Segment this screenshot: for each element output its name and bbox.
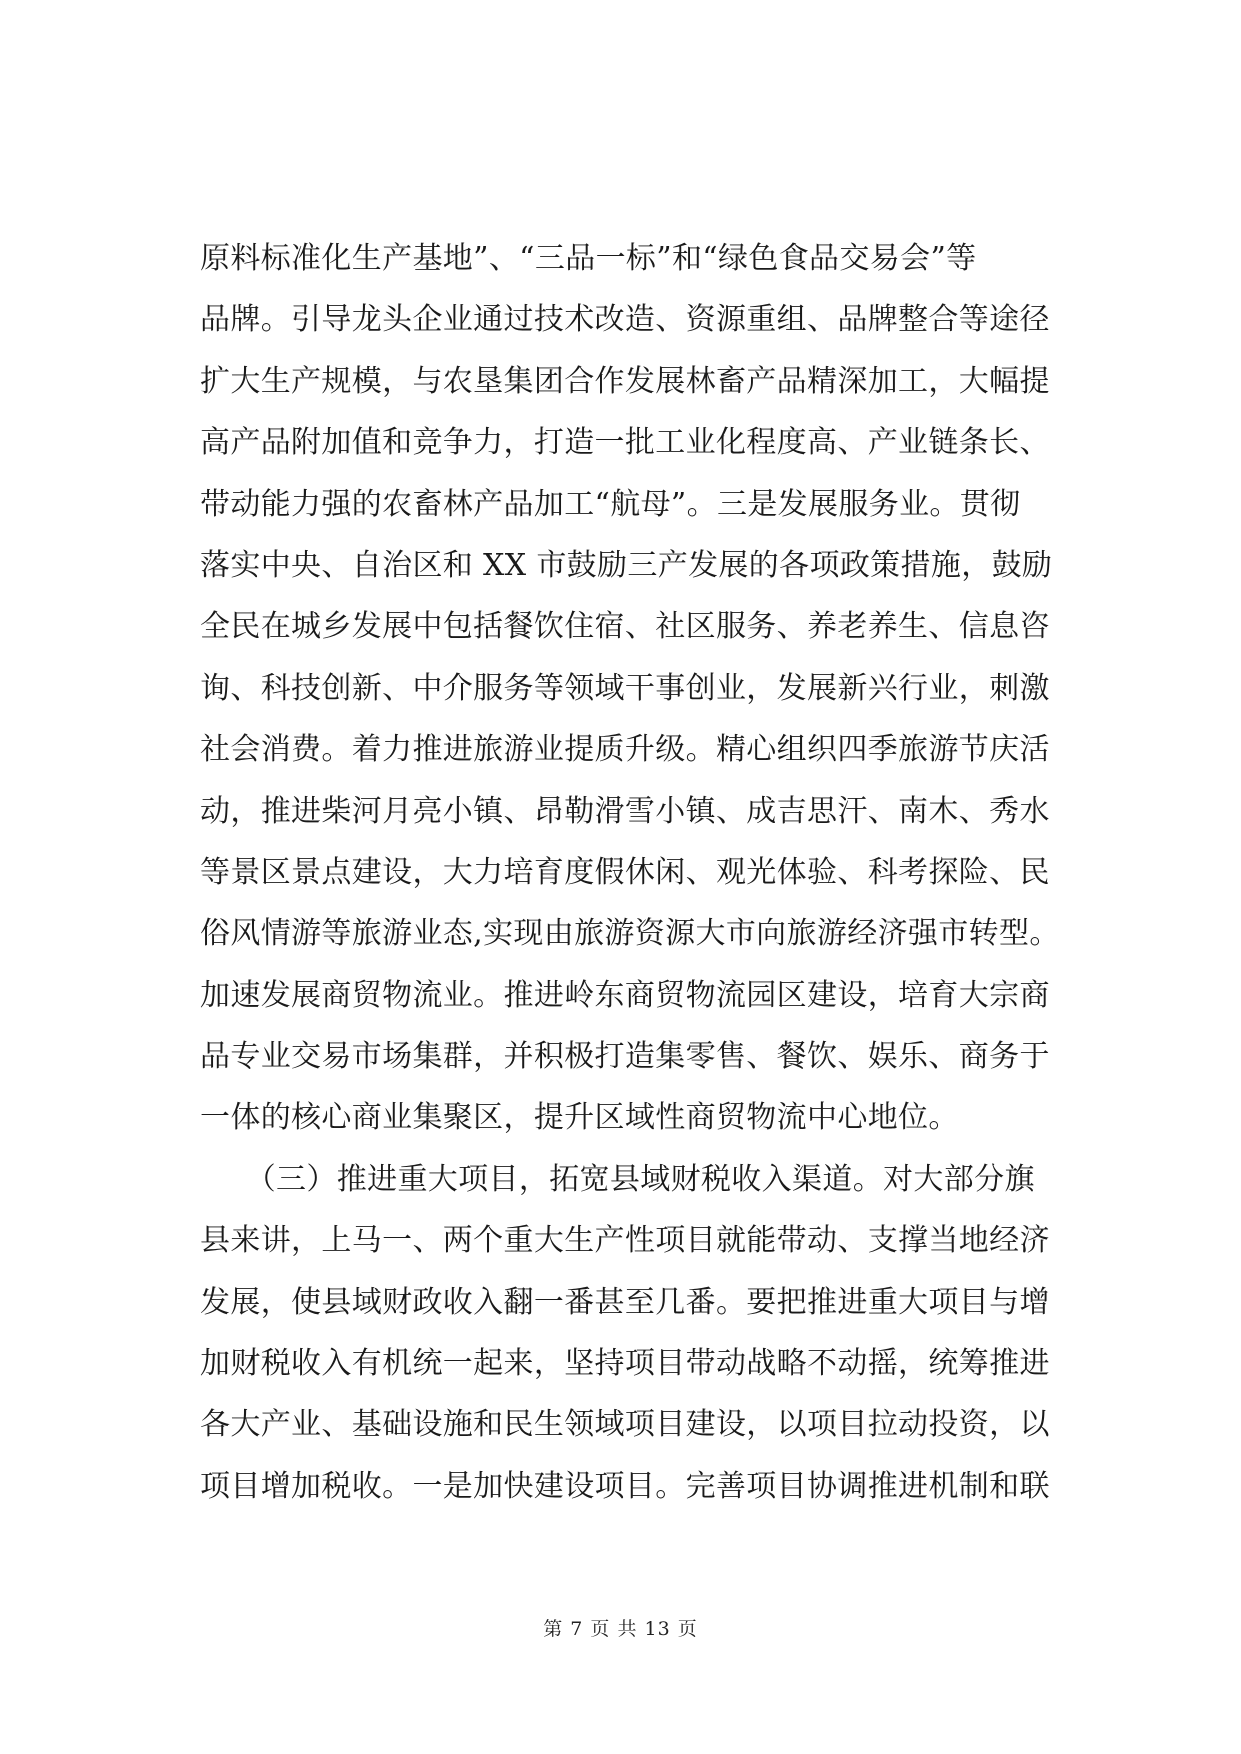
- page-number-footer: 第 7 页 共 13 页: [543, 1618, 698, 1640]
- text-line: 加速发展商贸物流业。推进岭东商贸物流园区建设，培育大宗商: [200, 977, 1050, 1013]
- text-line: 县来讲，上马一、两个重大生产性项目就能带动、支撑当地经济: [200, 1223, 1050, 1259]
- text-line: 品专业交易市场集群，并积极打造集零售、餐饮、娱乐、商务于: [200, 1039, 1050, 1075]
- text-line: 项目增加税收。一是加快建设项目。完善项目协调推进机制和联: [200, 1468, 1050, 1504]
- text-line: 等景区景点建设，大力培育度假休闲、观光体验、科考探险、民: [200, 854, 1050, 890]
- text-line: 各大产业、基础设施和民生领域项目建设，以项目拉动投资，以: [200, 1407, 1050, 1443]
- text-line: 扩大生产规模，与农垦集团合作发展林畜产品精深加工，大幅提: [200, 363, 1050, 399]
- text-line: 品牌。引导龙头企业通过技术改造、资源重组、品牌整合等途径: [200, 302, 1050, 338]
- document-body: [200, 228, 1100, 1517]
- text-line: 落实中央、自治区和 XX 市鼓励三产发展的各项政策措施，鼓励: [200, 547, 1053, 583]
- text-line: 全民在城乡发展中包括餐饮住宿、社区服务、养老养生、信息咨: [200, 609, 1050, 645]
- text-line: 社会消费。着力推进旅游业提质升级。精心组织四季旅游节庆活: [200, 732, 1050, 768]
- text-line: 询、科技创新、中介服务等领域干事创业，发展新兴行业，刺激: [200, 670, 1050, 706]
- text-line: 原料标准化生产基地”、“三品一标”和“绿色食品交易会”等: [200, 241, 977, 276]
- text-line: 加财税收入有机统一起来，坚持项目带动战略不动摇，统筹推进: [200, 1346, 1050, 1382]
- text-line: 一体的核心商业集聚区，提升区域性商贸物流中心地位。: [200, 1100, 959, 1136]
- text-line: 发展，使县域财政收入翻一番甚至几番。要把推进重大项目与增: [200, 1284, 1050, 1320]
- text-line: 俗风情游等旅游业态,实现由旅游资源大市向旅游经济强市转型。: [200, 916, 1060, 952]
- text-line: 带动能力强的农畜林产品加工“航母”。三是发展服务业。贯彻: [200, 486, 1021, 522]
- text-line: 动，推进柴河月亮小镇、昂勒滑雪小镇、成吉思汗、南木、秀水: [200, 793, 1050, 829]
- section-heading-line: （三）推进重大项目，拓宽县域财税收入渠道。对大部分旗: [200, 1161, 1035, 1197]
- text-line: 高产品附加值和竞争力，打造一批工业化程度高、产业链条长、: [200, 425, 1050, 461]
